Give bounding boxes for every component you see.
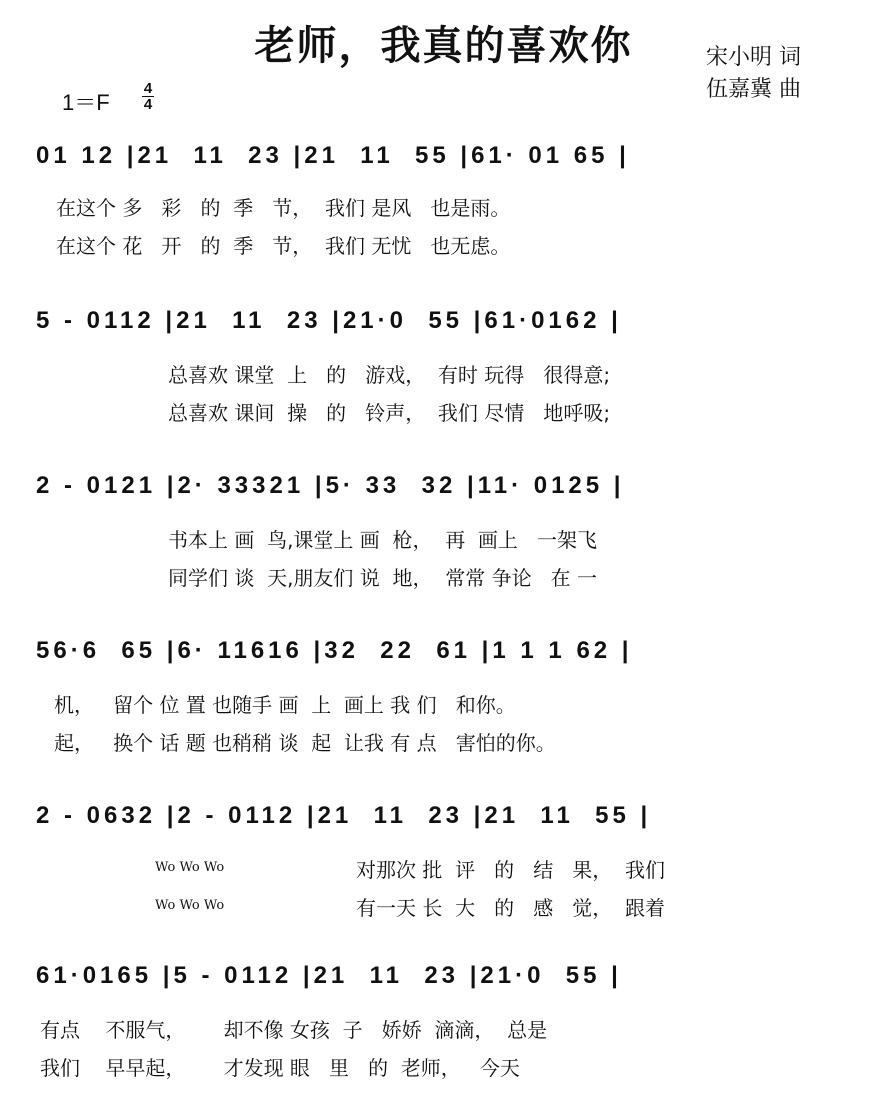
beam-underlines	[36, 506, 836, 510]
lyrics-verse-2: 总喜欢 课间 操 的 铃声， 我们 尽情 地呼吸;	[168, 401, 611, 425]
song-title: 老师，我真的喜欢你	[254, 23, 633, 69]
key-signature: 1＝F	[62, 90, 110, 115]
lyrics-verse-2: 有一天 长 大 的 感 觉， 跟着	[356, 896, 666, 920]
notation-line: 5 - 0112 |21 11 23 |21·0 55 |61·0162 |	[36, 307, 622, 334]
staff-system	[0, 635, 887, 795]
lyrics-verse-1: 在这个 多 彩 的 季 节， 我们 是风 也是雨。	[56, 196, 511, 220]
beam-underlines	[36, 341, 836, 345]
beam-underlines	[36, 671, 836, 675]
staff-system	[0, 800, 887, 960]
time-signature-top: 4	[143, 80, 153, 97]
lyrics-verse-1: 有点 不服气， 却不像 女孩 子 娇娇 滴滴， 总是	[40, 1018, 548, 1042]
lyrics-verse-1-vocalise: Wo Wo Wo	[155, 860, 225, 875]
lyrics-verse-1: 对那次 批 评 的 结 果， 我们	[356, 858, 666, 882]
lyricist-credit: 宋小明 词	[706, 45, 801, 70]
lyrics-verse-2: 起， 换个 话 题 也稍稍 谈 起 让我 有 点 害怕的你。	[54, 731, 556, 755]
notation-line: 61·0165 |5 - 0112 |21 11 23 |21·0 55 |	[36, 962, 622, 989]
lyrics-verse-1: 机， 留个 位 置 也随手 画 上 画上 我 们 和你。	[54, 693, 516, 717]
notation-line: 56·6 65 |6· 11616 |32 22 61 |1 1 1 62 |	[36, 637, 633, 664]
staff-system	[0, 470, 887, 630]
notation-line: 2 - 0632 |2 - 0112 |21 11 23 |21 11 55 |	[36, 802, 652, 829]
notation-line: 01 12 |21 11 23 |21 11 55 |61· 01 65 |	[36, 142, 630, 169]
beam-underlines	[36, 176, 836, 180]
lyrics-verse-2: 同学们 谈 天,朋友们 说 地， 常常 争论 在 一	[168, 566, 598, 590]
beam-underlines	[36, 836, 836, 840]
lyrics-verse-2: 我们 早早起， 才发现 眼 里 的 老师， 今天	[40, 1056, 520, 1080]
notation-line: 2 - 0121 |2· 33321 |5· 33 32 |11· 0125 |	[36, 472, 625, 499]
lyrics-verse-1: 总喜欢 课堂 上 的 游戏， 有时 玩得 很得意;	[168, 363, 611, 387]
staff-system	[0, 305, 887, 465]
lyrics-verse-2: 在这个 花 开 的 季 节， 我们 无忧 也无虑。	[56, 234, 511, 258]
time-signature-bottom: 4	[143, 96, 153, 113]
composer-credit: 伍嘉冀 曲	[706, 77, 801, 102]
staff-system	[0, 140, 887, 300]
lyrics-verse-2-vocalise: Wo Wo Wo	[155, 898, 225, 913]
time-signature	[142, 82, 154, 111]
beam-underlines	[36, 996, 836, 1000]
lyrics-verse-1: 书本上 画 鸟,课堂上 画 枪， 再 画上 一架飞	[168, 528, 598, 552]
staff-system	[0, 960, 887, 1120]
